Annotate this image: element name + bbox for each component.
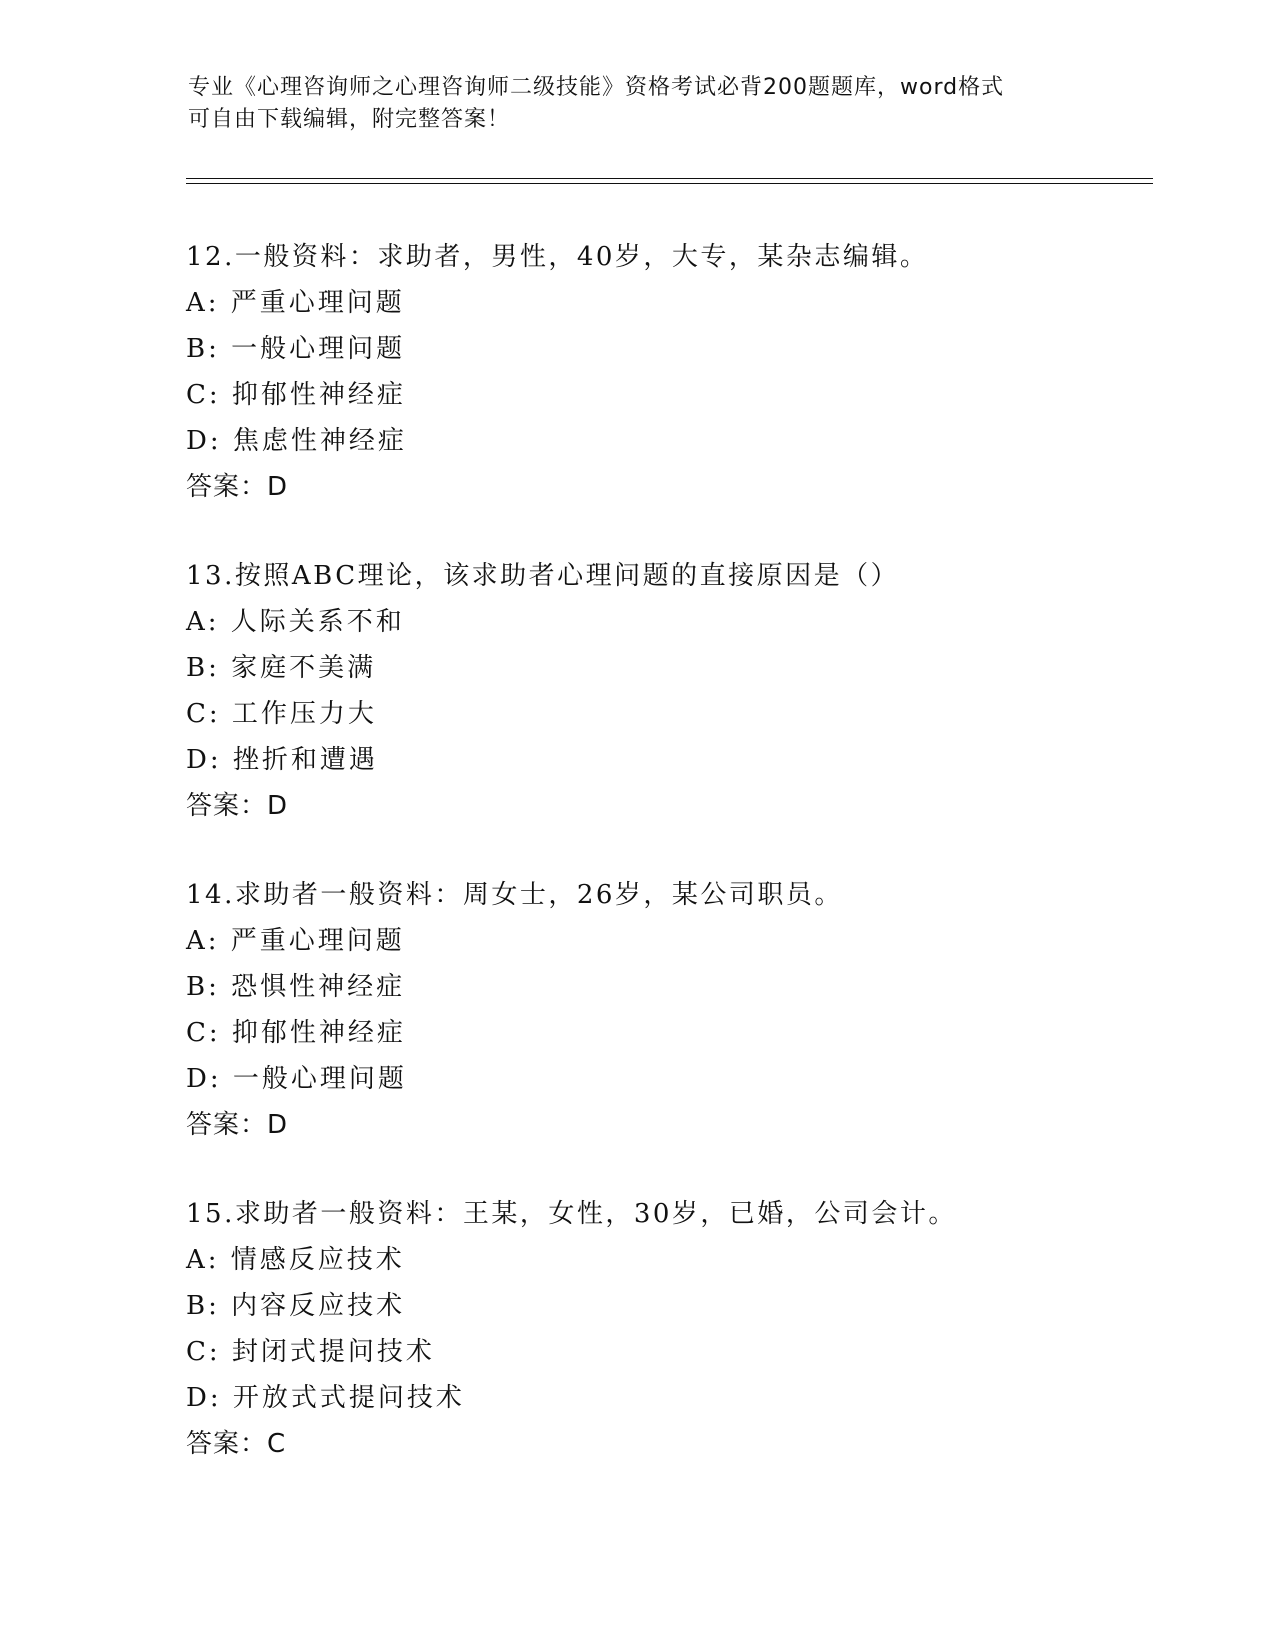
option-a: A: 人际关系不和 <box>186 607 405 637</box>
question-block-14 <box>186 872 1166 1148</box>
document-header <box>188 72 1088 136</box>
option-b: B: 恐惧性神经症 <box>186 972 406 1002</box>
option-d: D: 一般心理问题 <box>186 1064 407 1094</box>
question-stem: 12.一般资料：求助者，男性，40岁，大专，某杂志编辑。 <box>186 242 929 272</box>
question-stem: 14.求助者一般资料：周女士，26岁，某公司职员。 <box>186 880 843 910</box>
option-a: A: 严重心理问题 <box>186 288 405 318</box>
header-title-line-1: 专业《心理咨询师之心理咨询师二级技能》资格考试必背200题题库，word格式 <box>188 75 1005 100</box>
option-b: B: 家庭不美满 <box>186 653 377 683</box>
option-c: C: 工作压力大 <box>186 699 377 729</box>
option-d: D: 焦虑性神经症 <box>186 426 407 456</box>
option-d: D: 挫折和遭遇 <box>186 745 378 775</box>
option-a: A: 严重心理问题 <box>186 926 405 956</box>
header-divider-bottom <box>186 183 1153 184</box>
option-a: A: 情感反应技术 <box>186 1245 405 1275</box>
question-block-13 <box>186 553 1166 829</box>
header-divider-top <box>186 178 1153 179</box>
answer-line: 答案：D <box>186 791 289 821</box>
option-c: C: 抑郁性神经症 <box>186 1018 406 1048</box>
option-d: D: 开放式式提问技术 <box>186 1383 465 1413</box>
answer-line: 答案：D <box>186 472 289 502</box>
question-block-15 <box>186 1191 1166 1467</box>
header-title-line-2: 可自由下载编辑，附完整答案！ <box>188 107 511 132</box>
option-b: B: 一般心理问题 <box>186 334 406 364</box>
question-stem: 13.按照ABC理论，该求助者心理问题的直接原因是（） <box>186 561 900 591</box>
question-block-12 <box>186 234 1166 510</box>
option-b: B: 内容反应技术 <box>186 1291 406 1321</box>
answer-line: 答案：D <box>186 1110 289 1140</box>
answer-line: 答案：C <box>186 1429 287 1459</box>
option-c: C: 封闭式提问技术 <box>186 1337 435 1367</box>
option-c: C: 抑郁性神经症 <box>186 380 406 410</box>
question-stem: 15.求助者一般资料：王某，女性，30岁，已婚，公司会计。 <box>186 1199 957 1229</box>
